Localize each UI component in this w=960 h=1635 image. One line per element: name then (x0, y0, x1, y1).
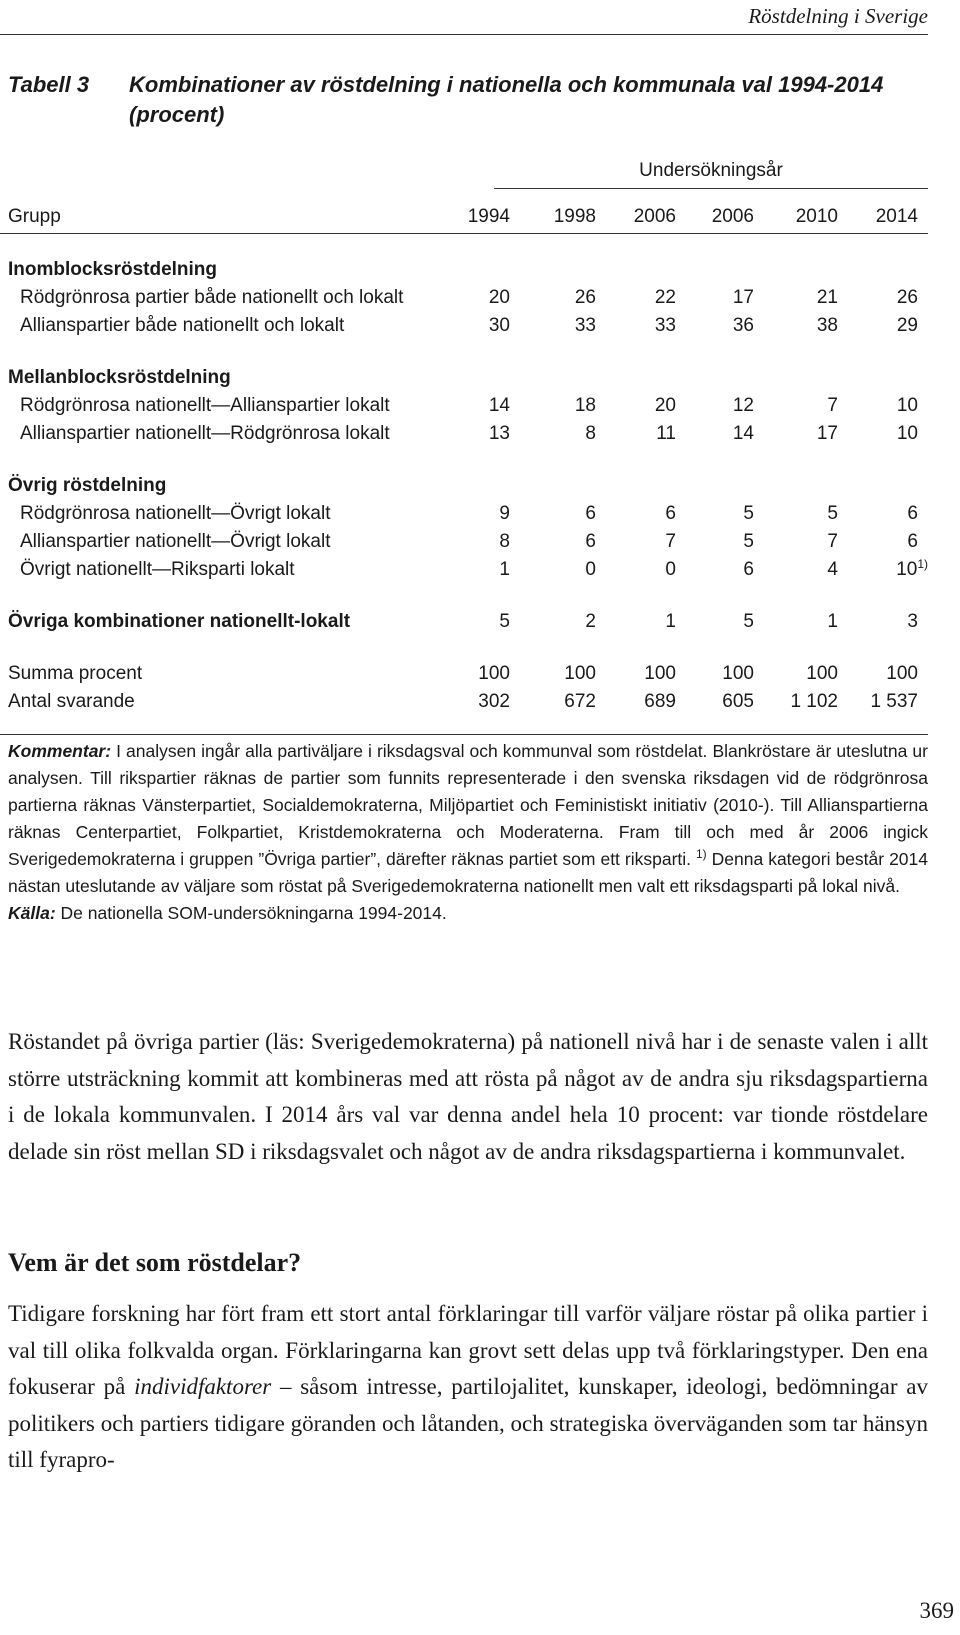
table-title: Kombinationer av röstdelning i nationella och kommunala val 1994-2014 (procent) (129, 72, 884, 127)
table-cell: 6 (907, 503, 918, 524)
table-cell: 5 (743, 531, 754, 552)
table-cell: 22 (654, 287, 676, 308)
running-header (0, 0, 928, 40)
table-label: Tabell 3 (8, 72, 90, 97)
year-header: 1994 (467, 206, 510, 227)
table-cell: 672 (564, 691, 596, 712)
header-rule (0, 34, 928, 35)
page-number: 369 (919, 1598, 954, 1623)
table-cell: 0 (665, 559, 676, 580)
table-row: Allianspartier nationellt—Övrigt lokalt 8 6 7 5 7 6 (0, 528, 928, 556)
table-row: Allianspartier både nationellt och lokalt 30 33 33 36 38 29 (0, 312, 928, 340)
table-cell: 21 (816, 287, 838, 308)
table-cell: 8 (499, 531, 510, 552)
table-cell: 20 (488, 287, 510, 308)
source-paragraph: Källa: De nationella SOM-undersökningarna 1994-2014. (8, 903, 447, 923)
comment-label: Kommentar: (8, 741, 112, 761)
table-cell: 26 (574, 287, 596, 308)
table-cell: 689 (644, 691, 676, 712)
table-row: Rödgrönrosa nationellt—Övrigt lokalt 9 6 6 5 5 6 (0, 500, 928, 528)
data-table (0, 203, 928, 735)
table-cell: 13 (488, 423, 510, 444)
body-paragraph: Tidigare forskning har fört fram ett stort antal förklaringar till varför väljare röstar på olika partier i val till olika folkvalda organ. Förklaringarna kan grovt sett delas upp två förklaringstyper. Den ena fokuserar på individfaktorer – såsom intresse, partilojalitet, kunskaper, ideologi, bedömningar av politikers och partiers tidigare göranden och låtanden, och strategiska överväganden som tar hänsyn till fyrapro- (8, 1301, 928, 1472)
table-bottom-rule (0, 734, 928, 735)
table-cell: 10 (896, 395, 918, 416)
table-cell: 6 (743, 559, 754, 580)
comment-paragraph: Kommentar: I analysen ingår alla partiväljare i riksdagsval och kommunval som röstdelat. Blankröstare är uteslutna ur analysen. Till rikspartier räknas de partier som funnits representerade i den svenska riksdagen vid de rödgrönrosa partierna räknas Vänsterpartiet, Socialdemokraterna, Miljöpartiet och Feministiskt initiativ (2010-). Till Allianspartierna räknas Centerpartiet, Folkpartiet, Kristdemokraterna och Moderaterna. Fram till och med år 2006 ingick Sverigedemokraterna i gruppen ”Övriga partier”, därefter räknas partiet som ett riksparti. $^{1)}$ Denna kategori består 2014 nästan uteslutande av väljare som röstat på Sverigedemokraterna nationellt men valt ett riksdagsparti på lokal nivå. (8, 741, 928, 896)
table-cell: 30 (488, 315, 510, 336)
table-row: Summa procent 100 100 100 100 100 100 (0, 660, 928, 688)
table-cell: 6 (585, 503, 596, 524)
table-cell: 29 (896, 315, 918, 336)
running-header-text: Röstdelning i Sverige (748, 4, 928, 28)
table-cell: 33 (654, 315, 676, 336)
table-cell: 36 (732, 315, 754, 336)
table-cell: 302 (478, 691, 510, 712)
year-header: 2010 (795, 206, 838, 227)
table-cell: 6 (907, 531, 918, 552)
group-label: Grupp (8, 206, 61, 227)
table-cell: 5 (743, 611, 754, 632)
source-label: Källa: (8, 903, 56, 923)
table-cell: 605 (722, 691, 754, 712)
table-cell: 100 (564, 663, 596, 684)
table-cell: 100 (478, 663, 510, 684)
table-cell: 9 (499, 503, 510, 524)
table-cell: 8 (585, 423, 596, 444)
year-header: 2006 (711, 206, 754, 227)
table-cell: 0 (585, 559, 596, 580)
table-cell: 7 (827, 395, 838, 416)
footnote-marker: 1) (696, 847, 707, 861)
table-cell: 100 (644, 663, 676, 684)
table-cell: 7 (827, 531, 838, 552)
section-heading: Övrig röstdelning (8, 475, 167, 496)
table-row: Rödgrönrosa partier både nationellt och lokalt 20 26 22 17 21 26 (0, 284, 928, 312)
table-row: Övrigt nationellt—Riksparti lokalt 1 0 0 6 4 10$^{1)}$ (0, 556, 928, 584)
footnote-marker: 1) (917, 557, 928, 571)
stub-heading: Undersökningsår (494, 160, 928, 189)
year-header: 1998 (553, 206, 596, 227)
table-cell: 1 (499, 559, 510, 580)
section-heading: Inomblocksröstdelning (8, 259, 218, 280)
table-cell: 1 537 (870, 691, 918, 712)
table-cell: 1 (665, 611, 676, 632)
table-cell: 5 (499, 611, 510, 632)
table-cell: 11 (656, 423, 676, 444)
table-cell: 2 (585, 611, 596, 632)
table-cell: 18 (574, 395, 596, 416)
section-heading-text: Vem är det som röstdelar? (8, 1248, 302, 1277)
table-cell: 4 (827, 559, 838, 580)
table-cell: 5 (827, 503, 838, 524)
body-paragraph: Röstandet på övriga partier (läs: Sverigedemokraterna) på nationell nivå har i de senaste valen i allt större utsträckning kommit att kombineras med att rösta på något av de andra sju riksdagspartierna i de lokala kommunvalen. I 2014 års val var denna andel hela 10 procent: var tionde röstdelare delade sin röst mellan SD i riksdagsvalet och något av de andra riksdagspartierna i kommunvalet. (8, 1029, 928, 1164)
table-cell: 1 (827, 611, 838, 632)
table-cell: 10$^{1)}$ (896, 557, 928, 580)
table-cell: 6 (585, 531, 596, 552)
section-heading: Mellanblocksröstdelning (8, 367, 231, 388)
table-cell: 100 (722, 663, 754, 684)
table-cell: 20 (654, 395, 676, 416)
table-cell: 100 (886, 663, 918, 684)
year-header: 2014 (875, 206, 918, 227)
table-cell: 6 (665, 503, 676, 524)
table-cell: 3 (907, 611, 918, 632)
table-row: Rödgrönrosa nationellt—Allianspartier lokalt 14 18 20 12 7 10 (0, 392, 928, 420)
table-cell: 1 102 (790, 691, 838, 712)
table-cell: 38 (816, 315, 838, 336)
table-row: Antal svarande 302 672 689 605 1 102 1 537 (0, 688, 928, 716)
table-row: Övriga kombinationer nationellt-lokalt 5 2 1 5 1 3 (0, 608, 928, 636)
year-header: 2006 (633, 206, 676, 227)
table-cell: 14 (732, 423, 754, 444)
table-cell: 100 (806, 663, 838, 684)
table-cell: 33 (574, 315, 596, 336)
table-cell: 26 (896, 287, 918, 308)
table-cell: 17 (816, 423, 838, 444)
table-row: Allianspartier nationellt—Rödgrönrosa lokalt 13 8 11 14 17 10 (0, 420, 928, 448)
table-cell: 5 (743, 503, 754, 524)
table-notes (8, 738, 928, 927)
table-cell: 7 (665, 531, 676, 552)
table-cell: 12 (732, 395, 754, 416)
table-header-row (0, 203, 928, 231)
table-cell: 10 (896, 423, 918, 444)
table-cell: 14 (488, 395, 510, 416)
table-cell: 17 (732, 287, 754, 308)
